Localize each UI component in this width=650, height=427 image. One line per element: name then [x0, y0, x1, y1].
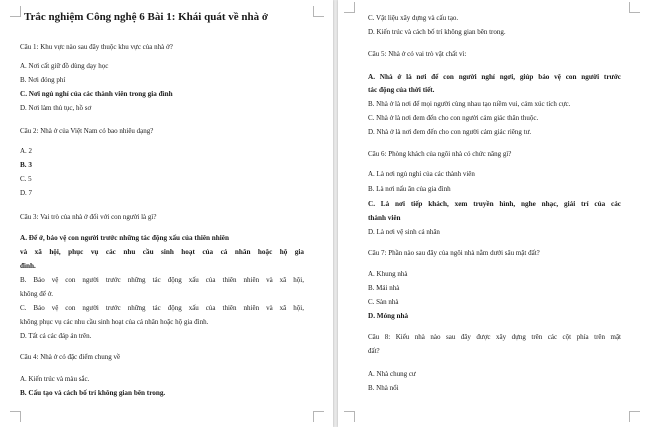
answer-option: C. 5	[20, 175, 32, 183]
answer-option: C. Sàn nhà	[368, 298, 399, 306]
question-5: Câu 5: Nhà ở có vai trò vật chất vì:	[368, 50, 467, 58]
correct-answer: D. Móng nhà	[368, 312, 409, 320]
answer-option: A. Kiến trúc và màu sắc.	[20, 375, 90, 383]
answer-option: D. Nhà ở là nơi đem đến cho con người cảm giác riêng tư.	[368, 128, 532, 136]
answer-option: D. Tất cả các đáp án trên.	[20, 332, 92, 340]
question-8: Câu 8: Kiểu nhà nào sau đây được xây dựng trên các cột phía trên mặt	[368, 333, 621, 341]
question-3: Câu 3: Vai trò của nhà ở đối với con người là gì?	[20, 213, 157, 221]
answer-option: A. Nhà chung cư	[368, 370, 416, 378]
answer-option: B. Nhà nổi	[368, 384, 399, 392]
answer-option: B. Bảo vệ con người trước những tác động xấu của thiên nhiên và xã hội,	[20, 276, 304, 284]
correct-answer: thành viên	[368, 214, 401, 222]
question-6: Câu 6: Phòng khách của ngôi nhà có chức năng gì?	[368, 150, 512, 158]
question-7: Câu 7: Phần nào sau đây của ngôi nhà nằm dưới sâu mặt đất?	[368, 249, 540, 257]
document-page-right	[338, 0, 650, 427]
answer-option: B. Là nơi nấu ăn của gia đình	[368, 185, 451, 193]
correct-answer: C. Là nơi tiếp khách, xem truyền hình, nghe nhạc, giải trí của các	[368, 200, 621, 208]
answer-option: D. Kiến trúc và cách bố trí không gian bên trong.	[368, 28, 506, 36]
answer-option: không phục vụ các nhu cầu sinh hoạt của cá nhân hoặc hộ gia đình.	[20, 318, 209, 326]
answer-option: B. Mái nhà	[368, 284, 400, 292]
question-1: Câu 1: Khu vực nào sau đây thuộc khu vực của nhà ở?	[20, 43, 173, 51]
answer-option: C. Nhà ở là nơi đem đến cho con người cảm giác thân thuộc.	[368, 114, 539, 122]
answer-option: C. Vật liệu xây dựng và cấu tạo.	[368, 14, 459, 22]
answer-option: A. Nơi cất giữ đồ dùng dạy học	[20, 62, 109, 70]
corner-mark	[313, 6, 324, 17]
correct-answer: C. Nơi ngủ nghỉ của các thành viên trong gia đình	[20, 90, 173, 98]
answer-option: B. Nhà ở là nơi để mọi người cùng nhau tạo niềm vui, cảm xúc tích cực.	[368, 100, 571, 108]
answer-option: C. Bảo vệ con người trước những tác động xấu của thiên nhiên và xã hội,	[20, 304, 304, 312]
corner-mark	[10, 411, 21, 422]
answer-option: A. Là nơi ngủ nghỉ của các thành viên	[368, 170, 475, 178]
correct-answer: B. 3	[20, 161, 32, 169]
correct-answer: A. Để ở, bảo vệ con người trước những tác động xấu của thiên nhiên	[20, 234, 229, 242]
answer-option: A. Khung nhà	[368, 270, 408, 278]
document-title: Trắc nghiệm Công nghệ 6 Bài 1: Khái quát về nhà ở	[24, 11, 268, 23]
correct-answer: A. Nhà ở là nơi để con người nghỉ ngơi, giúp bảo vệ con người trước	[368, 73, 621, 81]
corner-mark	[344, 411, 355, 422]
corner-mark	[629, 411, 640, 422]
correct-answer: tác động của thời tiết.	[368, 86, 435, 94]
question-2: Câu 2: Nhà ở của Việt Nam có bao nhiêu dạng?	[20, 127, 154, 135]
answer-option: không để ở.	[20, 290, 54, 298]
answer-option: B. Nơi đóng phí	[20, 76, 66, 84]
answer-option: D. 7	[20, 189, 33, 197]
correct-answer: đình.	[20, 262, 36, 270]
question-4: Câu 4: Nhà ở có đặc điểm chung về	[20, 353, 121, 361]
answer-option: D. Là nơi vệ sinh cá nhân	[368, 228, 440, 236]
corner-mark	[344, 2, 355, 13]
corner-mark	[10, 6, 21, 17]
question-8-continued: đất?	[368, 347, 380, 355]
corner-mark	[313, 411, 324, 422]
correct-answer: và xã hội, phục vụ các nhu cầu sinh hoạt của cá nhân hoặc hộ gia	[20, 248, 304, 256]
answer-option: A. 2	[20, 147, 33, 155]
answer-option: D. Nơi làm thủ tục, hồ sơ	[20, 104, 92, 112]
corner-mark	[629, 2, 640, 13]
correct-answer: B. Cấu tạo và cách bố trí không gian bên trong.	[20, 389, 166, 397]
